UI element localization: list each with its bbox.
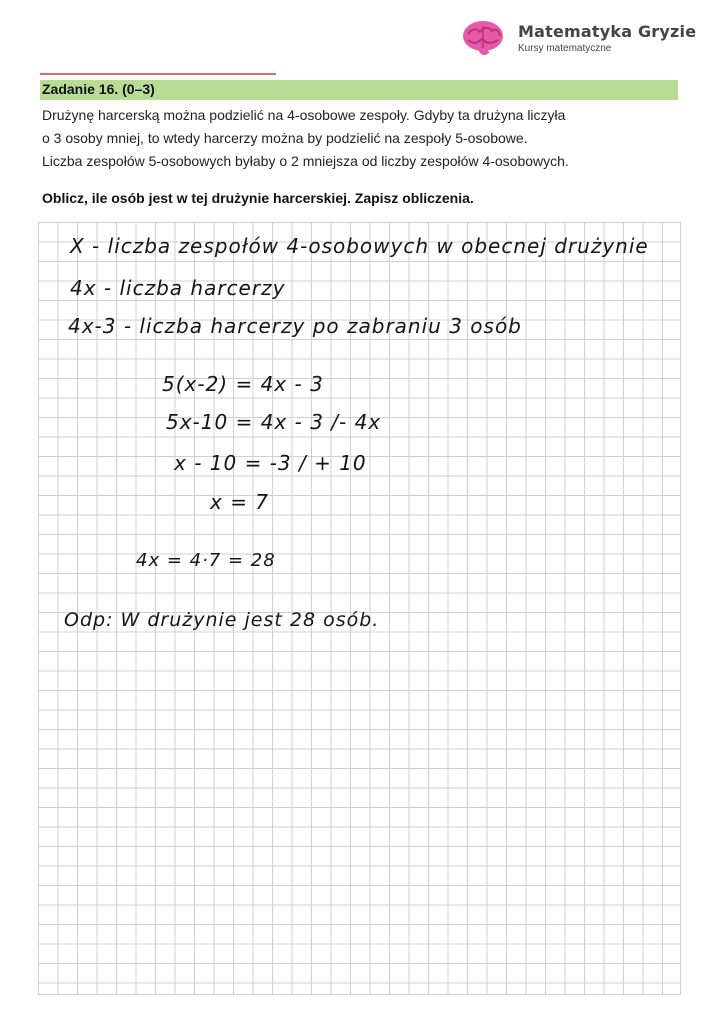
- brand-subtitle: Kursy matematyczne: [518, 43, 612, 54]
- task-line-3: Liczba zespołów 5-osobowych byłaby o 2 mniejsza od liczby zespołów 4-osobowych.: [42, 153, 569, 169]
- answer: Odp: W drużynie jest 28 osób.: [64, 609, 380, 631]
- definition-4x-minus-3: 4x-3 - liczba harcerzy po zabraniu 3 osób: [68, 314, 522, 338]
- title-underline: [40, 73, 276, 75]
- task-title: Zadanie 16. (0–3): [42, 81, 155, 97]
- brain-icon: [460, 18, 506, 58]
- equation-4: x = 7: [210, 490, 270, 514]
- calculation: 4x = 4·7 = 28: [136, 550, 276, 571]
- definition-x: X - liczba zespołów 4-osobowych w obecnej drużynie: [70, 234, 649, 258]
- task-instruction: Oblicz, ile osób jest w tej drużynie harcerskiej. Zapisz obliczenia.: [42, 190, 474, 206]
- equation-1: 5(x-2) = 4x - 3: [162, 372, 324, 396]
- brand-name: Matematyka Gryzie: [518, 22, 697, 41]
- equation-3: x - 10 = -3 / + 10: [174, 451, 367, 475]
- brand-logo: [460, 18, 696, 58]
- equation-2: 5x-10 = 4x - 3 /- 4x: [166, 410, 382, 434]
- task-line-2: o 3 osoby mniej, to wtedy harcerzy można by podzielić na zespoły 5-osobowe.: [42, 130, 528, 146]
- task-line-1: Drużynę harcerską można podzielić na 4-osobowe zespoły. Gdyby ta drużyna liczyła: [42, 107, 566, 123]
- definition-4x: 4x - liczba harcerzy: [70, 276, 286, 300]
